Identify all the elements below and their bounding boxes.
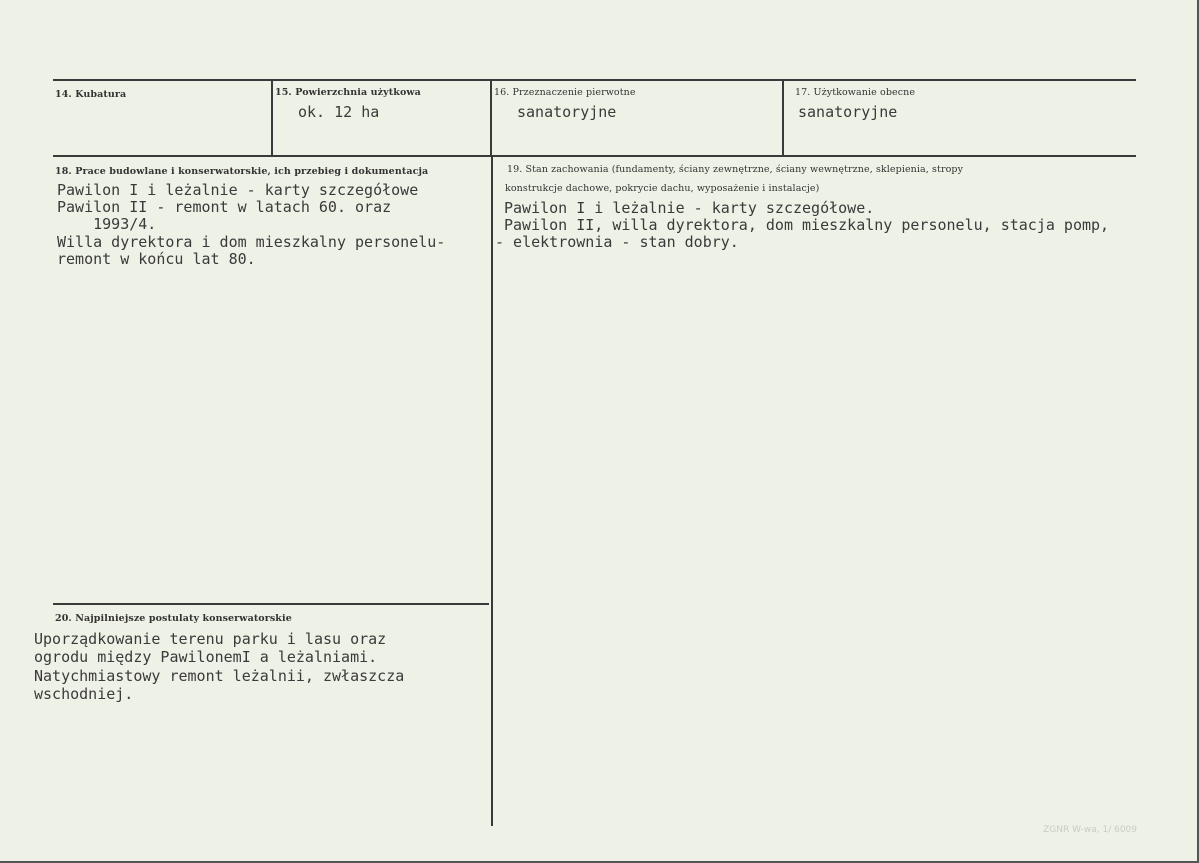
field-20-top-rule xyxy=(53,603,489,605)
field-19-label-line-2: konstrukcje dachowe, pokrycie dachu, wyposażenie i instalacje) xyxy=(505,183,820,194)
field-15-value: ok. 12 ha xyxy=(298,103,380,121)
field-20-line-1: Uporządkowanie terenu parku i lasu oraz xyxy=(34,630,387,648)
field-18-line-2: Pawilon II - remont w latach 60. oraz xyxy=(57,198,392,216)
field-14-label: 14. Kubatura xyxy=(55,89,127,100)
top-rule xyxy=(53,79,1136,81)
field-17-value: sanatoryjne xyxy=(798,103,898,121)
field-20-line-4: wschodniej. xyxy=(34,685,134,703)
divider-16-17 xyxy=(782,79,784,156)
field-16-value: sanatoryjne xyxy=(517,103,617,121)
field-16-label: 16. Przeznaczenie pierwotne xyxy=(494,87,636,98)
field-19-line-1: Pawilon I i leżalnie - karty szczegółowe. xyxy=(504,199,875,217)
field-18-line-4: Willa dyrektora i dom mieszkalny personelu- xyxy=(57,233,446,251)
center-divider xyxy=(491,155,493,826)
field-19-label-line-1: 19. Stan zachowania (fundamenty, ściany zewnętrzne, ściany wewnętrzne, sklepienia, stropy xyxy=(507,164,964,175)
field-20-label: 20. Najpilniejsze postulaty konserwatorskie xyxy=(55,613,292,624)
field-19-line-3: - elektrownia - stan dobry. xyxy=(495,233,739,251)
field-18-line-5: remont w końcu lat 80. xyxy=(57,250,256,268)
field-18-line-3: 1993/4. xyxy=(57,215,157,233)
field-18-line-1: Pawilon I i leżalnie - karty szczegółowe xyxy=(57,181,419,199)
field-20-line-3: Natychmiastowy remont leżalnii, zwłaszcza xyxy=(34,667,405,685)
printer-footer: ZGNR W-wa, 1/ 6009 xyxy=(1043,825,1137,835)
field-20-line-2: ogrodu między PawilonemI a leżalniami. xyxy=(34,648,378,666)
divider-15-16 xyxy=(490,79,492,156)
field-15-label: 15. Powierzchnia użytkowa xyxy=(275,87,421,98)
divider-14-15 xyxy=(271,79,273,156)
header-bottom-rule xyxy=(53,155,1136,157)
field-19-line-2: Pawilon II, willa dyrektora, dom mieszkalny personelu, stacja pomp, xyxy=(504,216,1110,234)
field-18-label: 18. Prace budowlane i konserwatorskie, ich przebieg i dokumentacja xyxy=(55,166,429,177)
field-17-label: 17. Użytkowanie obecne xyxy=(795,87,916,98)
